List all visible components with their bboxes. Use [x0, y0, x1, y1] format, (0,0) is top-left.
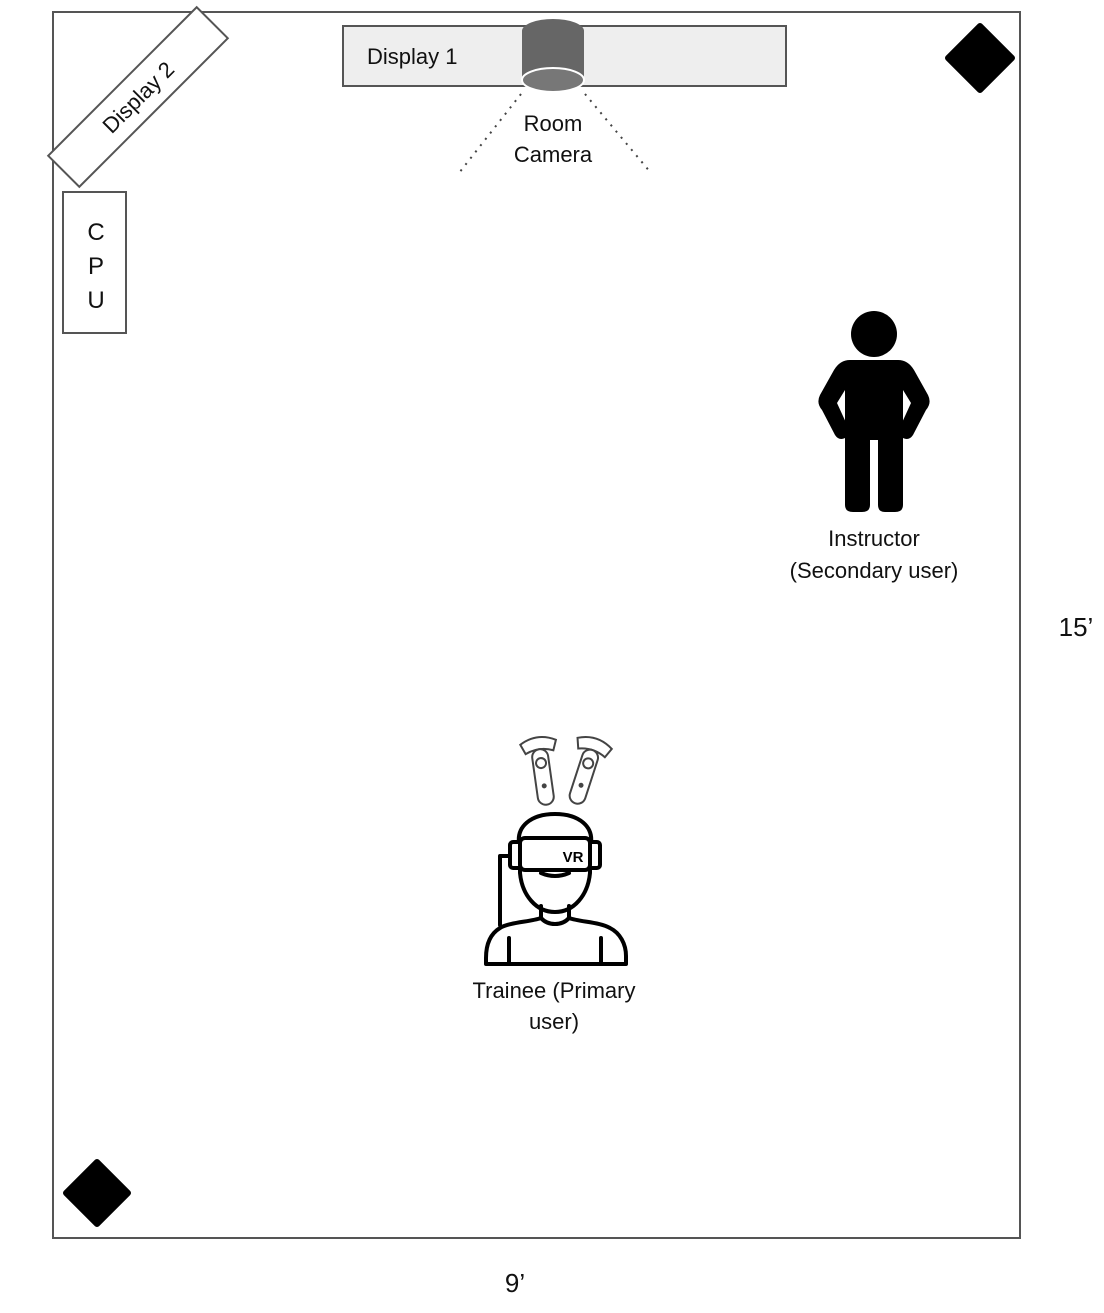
trainee-label-line1: Trainee (Primary: [472, 978, 636, 1003]
camera-fov-left: [459, 94, 521, 173]
camera-label-line1: Room: [523, 111, 583, 136]
cpu-letter-c: C: [87, 219, 105, 246]
display-2: [48, 7, 228, 187]
display-1-label: Display 1: [367, 44, 458, 69]
instructor-label-line1: Instructor: [828, 526, 920, 551]
vr-controller-icon: [520, 733, 614, 809]
trainee-arms: [509, 938, 601, 964]
camera-lens: [522, 68, 584, 92]
headset-label: VR: [562, 849, 584, 866]
cpu-unit: [63, 192, 126, 333]
vr-controller-left-icon: [520, 735, 565, 807]
display-2-label: Display 2: [97, 56, 180, 139]
camera-fov-right: [585, 94, 651, 173]
trainee-label-line2: user): [528, 1009, 580, 1034]
base-station-bottom-left-icon: [66, 1162, 128, 1224]
cpu-letter-p: P: [87, 253, 105, 280]
instructor-label-line2: (Secondary user): [789, 558, 959, 583]
room-outline: [53, 12, 1020, 1238]
cpu-letter-u: U: [87, 287, 105, 314]
room-height-label: 15’: [1058, 612, 1094, 642]
camera-label-line2: Camera: [513, 142, 593, 167]
vr-user-icon: [486, 814, 626, 964]
vr-controller-right-icon: [558, 733, 613, 809]
room-width-label: 9’: [504, 1268, 526, 1298]
standing-person-icon: [818, 311, 929, 512]
base-station-top-right-icon: [948, 26, 1012, 90]
